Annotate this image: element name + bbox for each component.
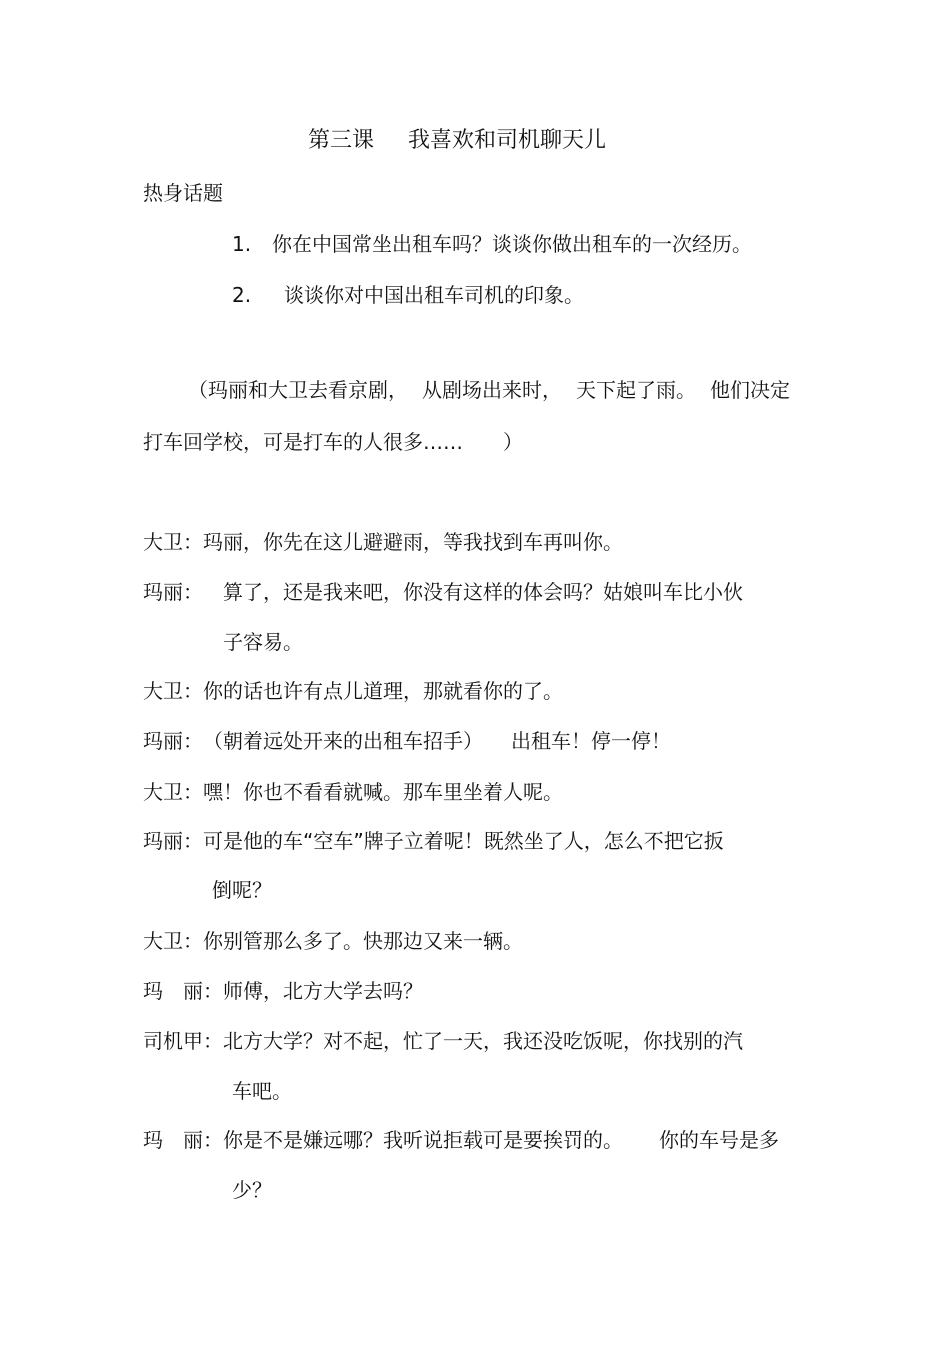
dialogue-continuation: 少？ <box>232 1178 272 1202</box>
warmup-question <box>232 285 584 305</box>
scene-close-paren: ） <box>503 430 523 454</box>
dialogue-text: 出租车！停一停！ <box>511 729 671 753</box>
speaker: 大卫： <box>143 929 203 953</box>
lesson-number: 第三课 <box>308 128 375 153</box>
speaker: 大卫： <box>143 780 203 804</box>
dialogue-text: 你的车号是多 <box>659 1128 779 1152</box>
dialogue-text: 你的话也许有点儿道理，那就看你的了。 <box>203 679 563 703</box>
dialogue-line <box>143 731 671 751</box>
scene-description-line1 <box>188 380 790 400</box>
warmup-heading: 热身话题 <box>143 181 223 205</box>
scene-text: 他们决定 <box>710 378 790 402</box>
dialogue-line <box>143 681 563 701</box>
dialogue-text: 师傅，北方大学去吗？ <box>223 979 423 1003</box>
dialogue-text: （朝着远处开来的出租车招手） <box>203 729 483 753</box>
scene-open-paren: （ <box>188 378 208 402</box>
speaker: 玛 丽： <box>143 1128 223 1152</box>
scene-text: 天下起了雨。 <box>576 378 696 402</box>
question-text: 你在中国常坐出租车吗？谈谈你做出租车的一次经历。 <box>272 232 752 256</box>
question-number: 1. <box>232 232 252 256</box>
scene-text: 从剧场出来时， <box>422 378 562 402</box>
dialogue-text: 可是他的车“空车”牌子立着呢！既然坐了人，怎么不把它扳 <box>203 829 724 853</box>
question-text: 谈谈你对中国出租车司机的印象。 <box>284 283 584 307</box>
dialogue-continuation: 倒呢？ <box>212 878 272 902</box>
dialogue-continuation: 子容易。 <box>223 630 303 654</box>
dialogue-line <box>143 532 623 552</box>
speaker: 玛丽： <box>143 580 203 604</box>
dialogue-text: 嘿！你也不看看就喊。那车里坐着人呢。 <box>203 780 563 804</box>
dialogue-line <box>143 931 523 951</box>
speaker: 大卫： <box>143 530 203 554</box>
dialogue-text: 玛丽，你先在这儿避避雨，等我找到车再叫你。 <box>203 530 623 554</box>
lesson-title <box>308 130 606 152</box>
lesson-name: 我喜欢和司机聊天儿 <box>408 128 607 153</box>
speaker: 玛丽： <box>143 729 203 753</box>
dialogue-line <box>143 1130 779 1150</box>
scene-text: 玛丽和大卫去看京剧， <box>208 378 408 402</box>
dialogue-continuation: 车吧。 <box>232 1079 292 1103</box>
dialogue-line <box>143 831 724 851</box>
question-number: 2. <box>232 283 252 307</box>
speaker: 司机甲： <box>143 1029 223 1053</box>
speaker: 大卫： <box>143 679 203 703</box>
scene-text: 打车回学校，可是打车的人很多…… <box>143 430 463 454</box>
dialogue-line <box>143 1031 743 1051</box>
dialogue-line <box>143 582 743 602</box>
dialogue-line <box>143 981 423 1001</box>
dialogue-text: 你别管那么多了。快那边又来一辆。 <box>203 929 523 953</box>
dialogue-text: 算了，还是我来吧，你没有这样的体会吗？姑娘叫车比小伙 <box>223 580 743 604</box>
dialogue-line <box>143 782 563 802</box>
dialogue-text: 你是不是嫌远哪？我听说拒载可是要挨罚的。 <box>223 1128 623 1152</box>
warmup-question <box>232 234 752 254</box>
speaker: 玛 丽： <box>143 979 223 1003</box>
speaker: 玛丽： <box>143 829 203 853</box>
scene-description-line2 <box>143 432 523 452</box>
dialogue-text: 北方大学？对不起，忙了一天，我还没吃饭呢，你找别的汽 <box>223 1029 743 1053</box>
